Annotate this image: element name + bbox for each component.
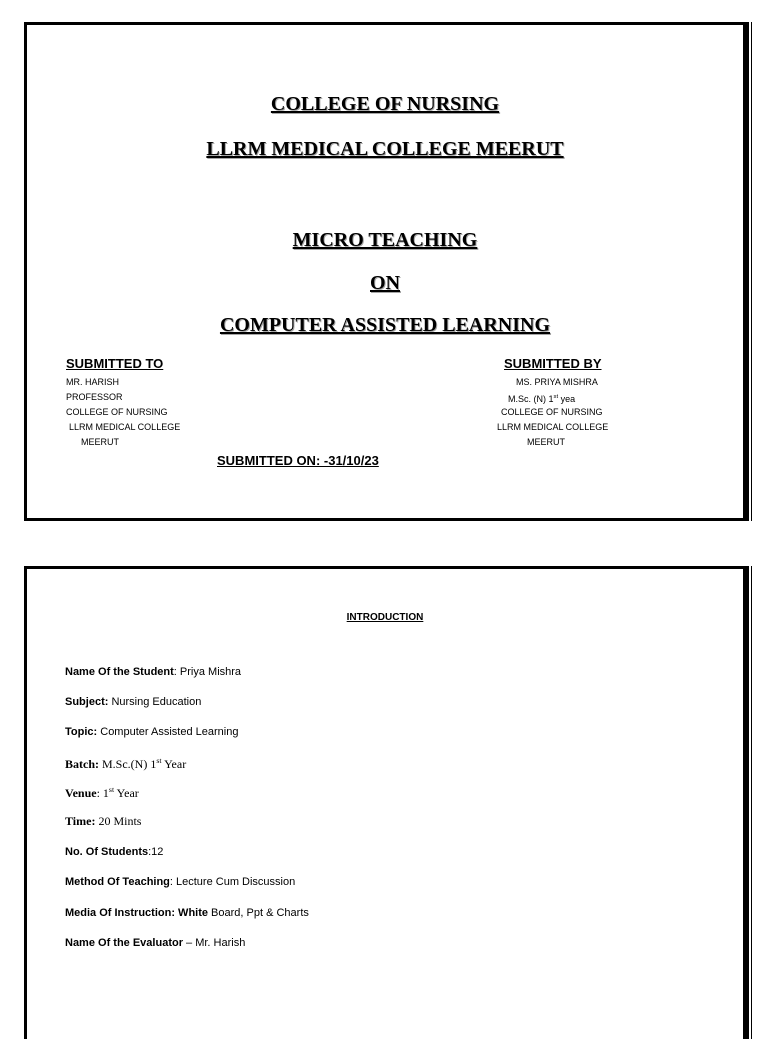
on-heading: ON <box>370 272 400 294</box>
submitted-by-label: SUBMITTED BY <box>504 356 602 371</box>
micro-teaching-heading: MICRO TEACHING <box>292 229 478 251</box>
submitted-to-line: MEERUT <box>81 437 119 447</box>
field-batch: Batch: M.Sc.(N) 1st Year <box>65 756 187 771</box>
submitted-by-line: MEERUT <box>527 437 565 447</box>
field-evaluator: Name Of the Evaluator – Mr. Harish <box>65 937 246 949</box>
introduction-heading: INTRODUCTION <box>346 612 424 623</box>
field-student-name: Name Of the Student: Priya Mishra <box>65 666 242 678</box>
field-teaching-method: Method Of Teaching: Lecture Cum Discussion <box>65 876 296 888</box>
submitted-on-date: SUBMITTED ON: -31/10/23 <box>217 453 379 468</box>
submitted-to-line: PROFESSOR <box>66 392 123 402</box>
submitted-by-line: COLLEGE OF NURSING <box>501 407 603 417</box>
submitted-by-line: M.Sc. (N) 1st yea <box>508 394 576 404</box>
field-subject: Subject: Nursing Education <box>65 696 202 708</box>
submitted-to-line: MR. HARISH <box>66 377 120 387</box>
submitted-by-line: LLRM MEDICAL COLLEGE <box>497 422 609 432</box>
cover-page <box>24 22 746 521</box>
submitted-to-line: LLRM MEDICAL COLLEGE <box>69 422 181 432</box>
field-time: Time: 20 Mints <box>65 814 142 828</box>
college-subtitle: LLRM MEDICAL COLLEGE MEERUT <box>206 138 564 160</box>
college-title: COLLEGE OF NURSING <box>270 93 500 115</box>
introduction-page <box>24 566 746 1039</box>
field-venue: Venue: 1st Year <box>65 785 139 800</box>
field-topic: Topic: Computer Assisted Learning <box>65 726 239 738</box>
field-student-count: No. Of Students:12 <box>65 846 164 858</box>
submitted-to-label: SUBMITTED TO <box>66 356 164 371</box>
field-media: Media Of Instruction: White Board, Ppt & Charts <box>65 907 309 919</box>
submitted-to-line: COLLEGE OF NURSING <box>66 407 168 417</box>
submitted-by-line: MS. PRIYA MISHRA <box>516 377 598 387</box>
topic-heading: COMPUTER ASSISTED LEARNING <box>219 314 551 336</box>
